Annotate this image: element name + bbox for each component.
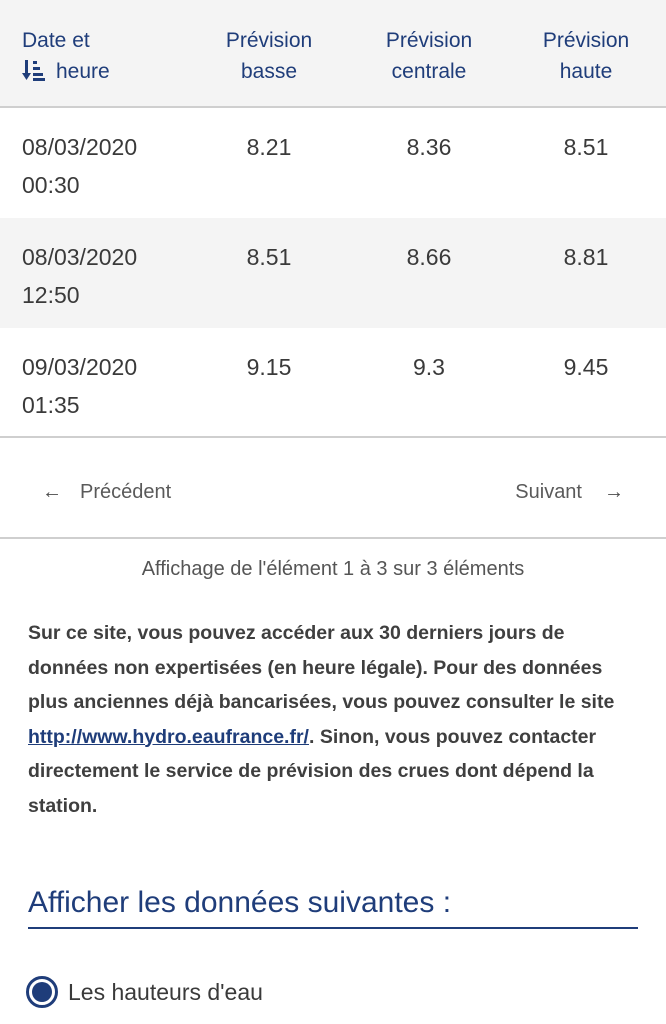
column-header-haute-line2: haute — [559, 60, 613, 83]
sort-descending-icon[interactable] — [22, 59, 46, 81]
column-header-haute[interactable] — [506, 0, 666, 106]
table-row — [0, 108, 666, 218]
notice-text-after: . Sinon, vous pouvez contacter directement le service de prévision des crues dont dépend la station. — [28, 725, 597, 817]
previous-page-button[interactable] — [42, 481, 171, 504]
cell-basse: 8.21 — [246, 134, 292, 160]
cell-haute: 9.45 — [563, 354, 609, 380]
next-page-label: Suivant — [515, 481, 582, 503]
column-header-date-line2: heure — [56, 60, 110, 83]
hydro-eaufrance-link[interactable]: http://www.hydro.eaufrance.fr/ — [28, 725, 309, 748]
radio-dot — [32, 982, 52, 1002]
radio-label: Les hauteurs d'eau — [68, 978, 263, 1005]
cell-haute: 8.51 — [563, 134, 609, 160]
column-header-centrale-line2: centrale — [391, 60, 467, 83]
column-header-basse-line2: basse — [240, 60, 298, 83]
previous-page-label: Précédent — [80, 481, 172, 503]
table-row — [0, 218, 666, 328]
table-row — [0, 328, 666, 438]
column-header-basse[interactable] — [186, 0, 352, 106]
cell-basse: 8.51 — [246, 244, 292, 270]
data-notice — [28, 616, 638, 823]
column-header-haute-line1: Prévision — [542, 29, 630, 52]
forecast-table — [0, 0, 666, 438]
column-header-basse-line1: Prévision — [225, 29, 313, 52]
cell-date-day: 09/03/2020 — [22, 354, 138, 380]
section-title: Afficher les données suivantes : — [28, 882, 638, 929]
cell-haute: 8.81 — [563, 244, 609, 270]
arrow-left-icon: ← — [42, 481, 62, 503]
cell-date — [0, 218, 186, 328]
radio-button-checked-icon[interactable] — [26, 976, 58, 1008]
column-header-centrale-line1: Prévision — [385, 29, 473, 52]
table-header — [0, 0, 666, 108]
pagination — [0, 441, 666, 539]
cell-date-day: 08/03/2020 — [22, 244, 138, 270]
column-header-date[interactable] — [0, 0, 186, 106]
cell-date-time: 01:35 — [22, 392, 80, 418]
cell-date-time: 00:30 — [22, 172, 80, 198]
column-header-centrale[interactable] — [352, 0, 506, 106]
arrow-right-icon: → — [604, 481, 624, 503]
column-header-date-line1: Date et — [22, 29, 90, 52]
notice-text-before: Sur ce site, vous pouvez accéder aux 30 derniers jours de données non expertisées (en heure légale). Pour des données plus anciennes déjà bancarisées, vous pouvez consulter le site — [28, 622, 615, 713]
cell-centrale: 9.3 — [413, 354, 445, 380]
cell-date — [0, 108, 186, 218]
cell-centrale: 8.36 — [406, 134, 452, 160]
cell-centrale: 8.66 — [406, 244, 452, 270]
results-count: Affichage de l'élément 1 à 3 sur 3 éléments — [141, 558, 525, 580]
cell-date-time: 12:50 — [22, 282, 80, 308]
cell-date-day: 08/03/2020 — [22, 134, 138, 160]
radio-water-heights[interactable] — [26, 976, 263, 1008]
cell-basse: 9.15 — [246, 354, 292, 380]
next-page-button[interactable] — [515, 481, 624, 504]
cell-date — [0, 328, 186, 436]
